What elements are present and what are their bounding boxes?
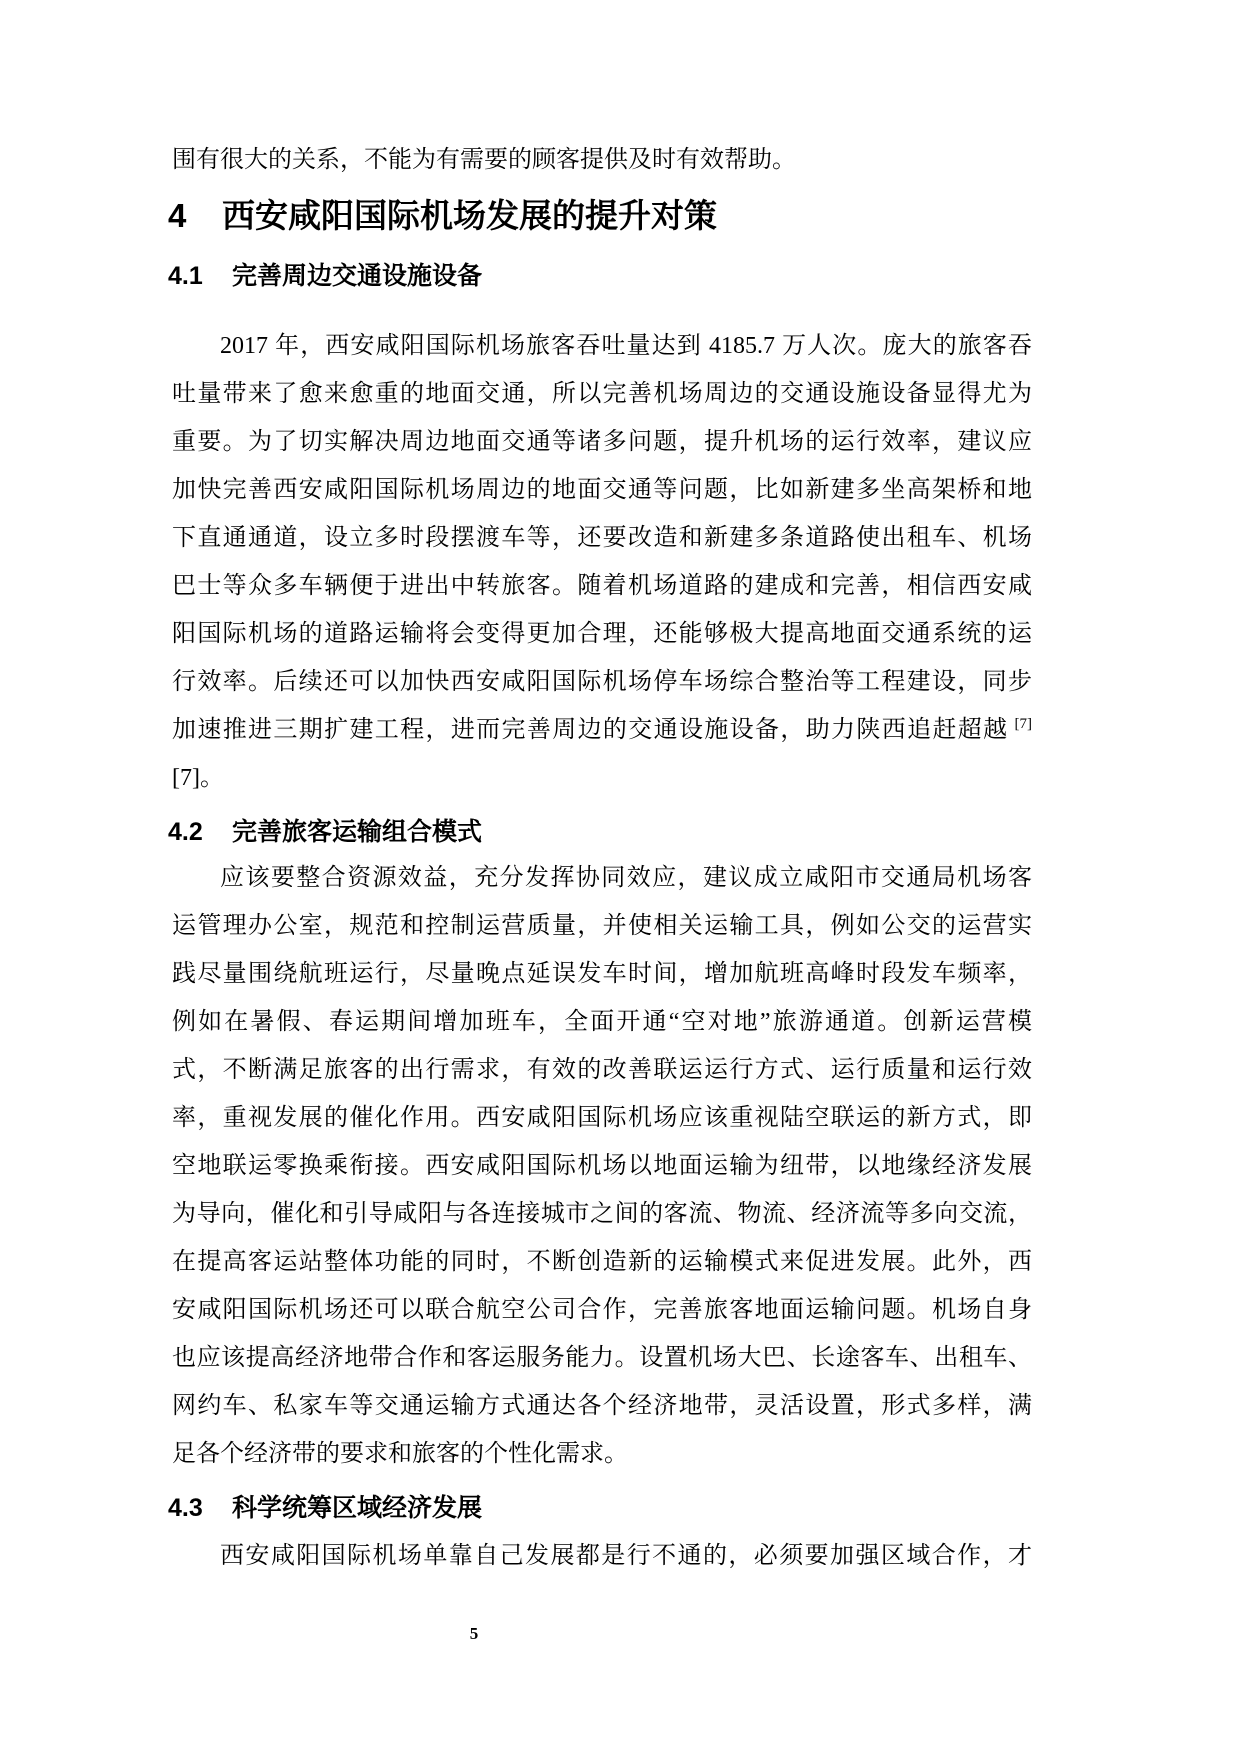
section-heading: [168, 190, 1068, 242]
body-line: 行效率。后续还可以加快西安咸阳国际机场停车场综合整治等工程建设，同步: [172, 669, 1032, 695]
body-line: 重要。为了切实解决周边地面交通等诸多问题，提升机场的运行效率，建议应: [172, 429, 1032, 455]
subsection-title: 科学统筹区域经济发展: [232, 1494, 483, 1522]
subsection-heading-41: [168, 252, 1068, 300]
subsection-title: 完善周边交通设施设备: [232, 262, 483, 290]
body-line: 式，不断满足旅客的出行需求，有效的改善联运运行方式、运行质量和运行效: [172, 1057, 1032, 1083]
body-line: 巴士等众多车辆便于进出中转旅客。随着机场道路的建成和完善，相信西安咸: [172, 573, 1032, 599]
body-line: 足各个经济带的要求和旅客的个性化需求。: [172, 1441, 628, 1467]
body-line: 吐量带来了愈来愈重的地面交通，所以完善机场周边的交通设施设备显得尤为: [172, 381, 1032, 407]
body-line: [172, 706, 1032, 754]
body-line: 下直通通道，设立多时段摆渡车等，还要改造和新建多条道路使出租车、机场: [172, 525, 1032, 551]
subsection-number: 4.2: [168, 818, 203, 846]
section-title: 西安咸阳国际机场发展的提升对策: [222, 197, 717, 234]
body-line: 运管理办公室，规范和控制运营质量，并使相关运输工具，例如公交的运营实: [172, 913, 1032, 939]
body-line: 践尽量围绕航班运行，尽量晚点延误发车时间，增加航班高峰时段发车频率，: [172, 961, 1032, 987]
body-line: 安咸阳国际机场还可以联合航空公司合作，完善旅客地面运输问题。机场自身: [172, 1297, 1032, 1323]
reference-mark: [7]: [1014, 716, 1032, 732]
subsection-heading-42: [168, 808, 1068, 856]
body-line: 也应该提高经济地带合作和客运服务能力。设置机场大巴、长途客车、出租车、: [172, 1345, 1032, 1371]
body-line: 率，重视发展的催化作用。西安咸阳国际机场应该重视陆空联运的新方式，即: [172, 1105, 1032, 1131]
body-line: 西安咸阳国际机场单靠自己发展都是行不通的，必须要加强区域合作，才: [220, 1543, 1032, 1569]
page-number: 5: [469, 1624, 479, 1643]
body-line: 空地联运零换乘衔接。西安咸阳国际机场以地面运输为纽带，以地缘经济发展: [172, 1153, 1032, 1179]
subsection-title: 完善旅客运输组合模式: [232, 818, 483, 846]
subsection-number: 4.1: [168, 262, 203, 290]
paragraph-2: [172, 854, 1032, 1478]
paragraph-3: [172, 1532, 1032, 1580]
paragraph-continuation: [172, 136, 1032, 184]
body-line: 为导向，催化和引导咸阳与各连接城市之间的客流、物流、经济流等多向交流，: [172, 1201, 1032, 1227]
body-line: 围有很大的关系，不能为有需要的顾客提供及时有效帮助。: [172, 147, 796, 173]
body-line: 2017 年，西安咸阳国际机场旅客吞吐量达到 4185.7 万人次。庞大的旅客吞: [220, 333, 1032, 359]
body-line-text: 加速推进三期扩建工程，进而完善周边的交通设施设备，助力陕西追赶超越: [172, 717, 1009, 743]
body-line: [7]。: [172, 765, 224, 791]
subsection-number: 4.3: [168, 1494, 203, 1522]
body-line: 阳国际机场的道路运输将会变得更加合理，还能够极大提高地面交通系统的运: [172, 621, 1032, 647]
section-number: 4: [168, 197, 187, 234]
subsection-heading-43: [168, 1484, 1068, 1532]
body-line: 加快完善西安咸阳国际机场周边的地面交通等问题，比如新建多坐高架桥和地: [172, 477, 1032, 503]
body-line: 例如在暑假、春运期间增加班车，全面开通“空对地”旅游通道。创新运营模: [172, 1009, 1032, 1035]
body-line: 网约车、私家车等交通运输方式通达各个经济地带，灵活设置，形式多样，满: [172, 1393, 1032, 1419]
body-line: 在提高客运站整体功能的同时，不断创造新的运输模式来促进发展。此外，西: [172, 1249, 1032, 1275]
body-line: 应该要整合资源效益，充分发挥协同效应，建议成立咸阳市交通局机场客: [220, 865, 1032, 891]
paragraph-1: [172, 322, 1032, 802]
